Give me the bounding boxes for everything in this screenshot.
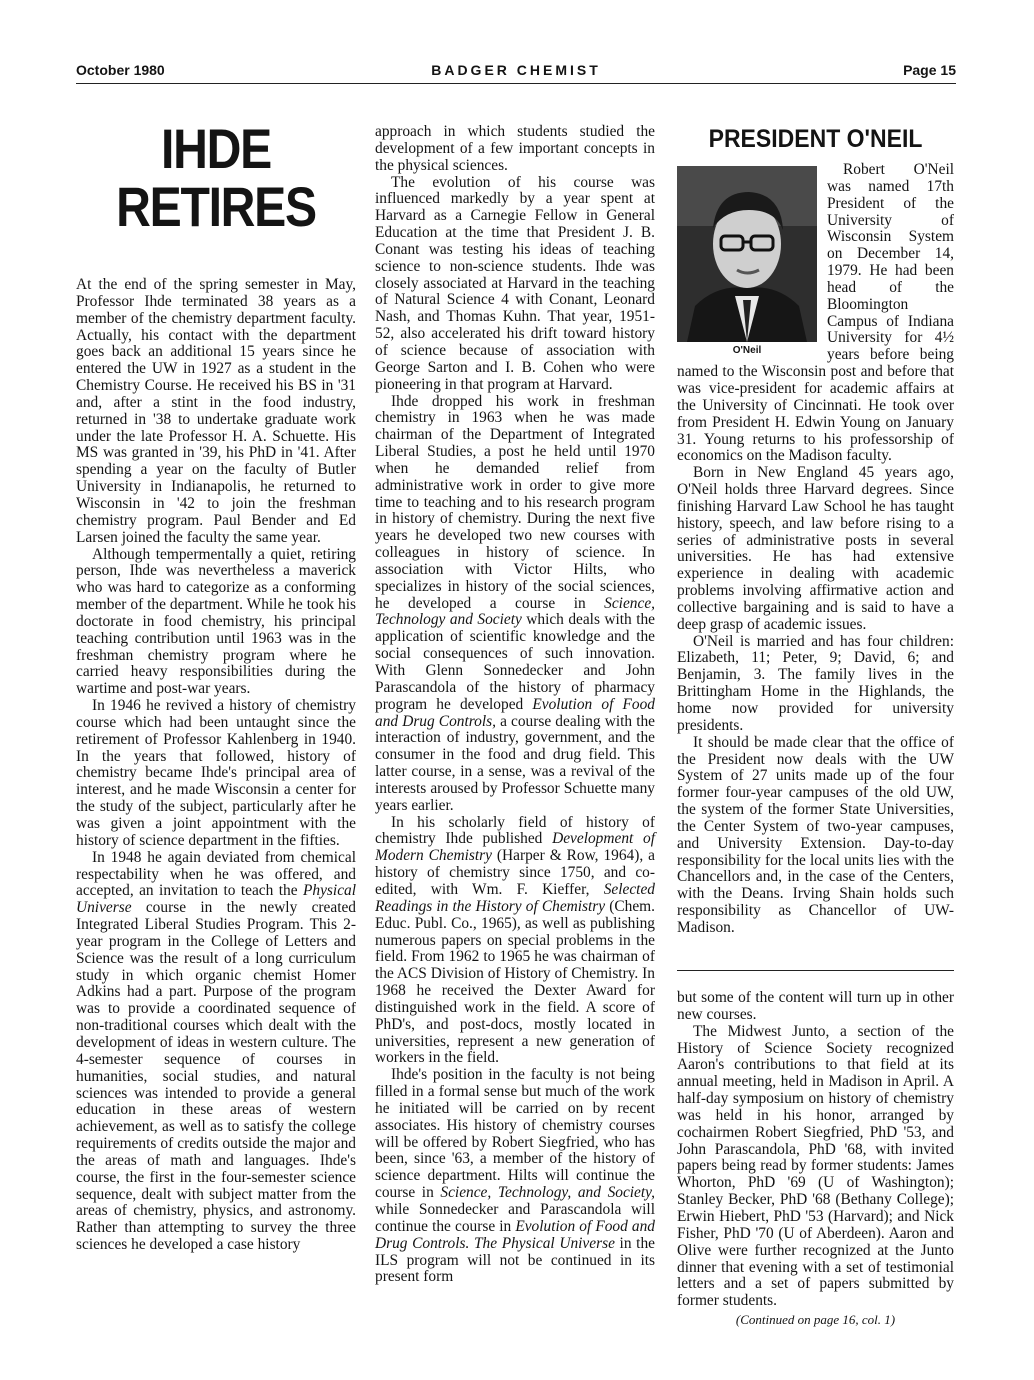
text-run: in the ILS program will not be continued in its present form: [375, 1234, 655, 1286]
course-title: Evolution of Food and Drug Controls,: [375, 695, 655, 730]
paragraph: O'Neil is married and has four children: Elizabeth, 11; Peter, 9; David, 6; and Benjamin, 3. The family lives in the Brittingham Home in the Highlands, the home now provided for university presidents.: [677, 632, 954, 734]
publication-name: BADGER CHEMIST: [431, 62, 601, 78]
ihde-column-continued: [677, 990, 954, 1329]
continued-note: (Continued on page 16, col. 1): [735, 1312, 896, 1328]
ihde-column-2: [375, 124, 655, 1286]
text-run: which deals with the application of scientific knowledge and the social consequences of such innovation. With Glenn Sonnedecker and John Parascandola of the history of pharmacy program he developed: [375, 611, 655, 713]
oneil-article-title: PRESIDENT O'NEIL: [708, 125, 923, 153]
text-run: Ihde's position in the faculty is not being filled in a formal sense but much of the work he initiated will be carried on by recent associates. His history of chemistry courses will be offered by Robert Siegfried, who has been, since '63, a member of the history of science department. Hilts will continue the course in: [375, 1066, 655, 1202]
text-run: In his scholarly field of history of chemistry Ihde published: [375, 813, 655, 848]
header-rule: [76, 83, 956, 84]
oneil-column: [677, 162, 954, 937]
text-run: (Harper & Row, 1964), a history of chemistry since 1750, and co-edited, with Wm. F. Kieffer,: [375, 847, 656, 898]
paragraph: but some of the content will turn up in other new courses.: [677, 989, 954, 1023]
title-line-1: IHDE: [161, 117, 271, 180]
text-run: Ihde dropped his work in freshman chemistry in 1963 when he was made chairman of the Department of Integrated Liberal Studies, a post he held until 1970 when he demanded relief from administrative work in order to give more time to teaching and to his research program in history of chemistry. During the next five years he developed two new courses with colleagues in history of science. In association with Victor Hilts, who specializes in history of the social sciences, he developed a course in: [375, 392, 655, 612]
course-title: Physical Universe: [76, 882, 356, 917]
text-run: a course dealing with the interaction of industry, government, and the consumer in the food and drug field. This latter course, in a sense, was a revival of the interests aroused by Professor Schuette many years earlier.: [375, 712, 655, 814]
paragraph: In 1946 he revived a history of chemistry course which had been untaught since the retirement of Professor Kahlenberg in 1940. In the years that followed, history of chemistry became Ihde's principal area of interest, and he made Wisconsin a center for the study of the subject, particularly after he was given a joint appointment with the history of science department in the fifties.: [76, 697, 356, 849]
text-run: course in the newly created Integrated Liberal Studies Program. This 2-year program in the College of Letters and Science was the result of a long curriculum study in which organic chemist Homer Adkins had a part. Purpose of the program was to provide a coordinated sequence of non-traditional courses which dealt with the development of ideas in western culture. The 4-semester sequence of courses in humanities, social studies, and natural sciences was intended to provide a general education in these areas of western achievement, as well as to satisfy the college requirements of credits outside the major and the areas of math and languages. Ihde's course, the first in the four-semester science sequence, dealt with subject matter from the areas of chemistry, physics, and astronomy. Rather than attempting to survey the three sciences he developed a case history: [76, 899, 356, 1254]
page-number: Page 15: [903, 62, 956, 78]
paragraph: Robert O'Neil was named 17th President of the University of Wisconsin System on December 14, 1979. He had been head of the Bloomington Campus of Indiana University for 4½ years before being named to the Wisconsin post and before that was vice-president for academic affairs at the University of Cincinnati. He took over from President H. Edwin Young on January 31. Young returns to his professorship of economics on the Madison faculty.: [677, 161, 954, 465]
paragraph: [76, 850, 356, 1254]
text-run: In 1948 he again deviated from chemical respectability when he was offered, and accepted, an invitation to teach the: [76, 848, 356, 900]
book-title: Selected Readings in the History of Chemistry: [375, 880, 655, 915]
course-title: Science, Technology and Society: [375, 594, 655, 629]
paragraph: [375, 394, 655, 815]
paragraph: It should be made clear that the office of the President now deals with the UW System of 27 units made up of the four former four-year campuses of the old UW, the system of the former State Universities, the Center System of two-year campuses, and University Extension. Day-to-day responsibility for the local units lies with the Chancellors and, in the case of the Centers, with the Deans. Irving Shain holds such responsibility as Chancellor of UW-Madison.: [677, 733, 954, 936]
paragraph: The Midwest Junto, a section of the History of Science Society recognized Aaron's contributions to that field at its annual meeting, held in Madison in April. A half-day symposium on history of chemistry was held in his honor, arranged by cochairmen Robert Siegfried, PhD '53, and John Parascandola, PhD '68, with invited papers being read by former students: James Whorton, PhD '69 (U of Washington); Stanley Becker, PhD '68 (Bethany College); Erwin Hiebert, PhD '53 (Harvard); and Nick Fisher, PhD '70 (U of Aberdeen). Aaron and Olive were further recognized at the Junto dinner that evening with a set of testimonial letters and a set of papers submitted by former students.: [677, 1022, 954, 1310]
portrait-illustration: [677, 166, 817, 342]
ihde-article-title: [96, 117, 337, 238]
paragraph: At the end of the spring semester in May, Professor Ihde terminated 38 years as a member of the chemistry department faculty. Actually, his contact with the department goes back an additional 15 years since he entered the UW in 1927 as a student in the Chemistry Course. He received his BS in '31 and, after a stint in the food industry, returned in '38 to undertake graduate work under the late Professor H. A. Schuette. His MS was granted in '39, his PhD in '41. After spending a year on the faculty of Butler University in Indianapolis, he returned to Wisconsin in '42 to join the freshman chemistry program. Paul Bender and Ed Larsen joined the faculty the same year.: [76, 276, 356, 546]
book-title: Development of Modern Chemistry: [375, 830, 655, 865]
title-line-2: RETIRES: [116, 175, 316, 238]
photo-caption: O'Neil: [732, 345, 762, 356]
course-title: Science, Technology, and Society,: [440, 1184, 655, 1202]
paragraph: The evolution of his course was influenced markedly by a year spent at Harvard as a Carnegie Fellow in General Education at the time that President J. B. Conant was testing his ideas of teaching science to non-science students. Ihde was closely associated at Harvard in the teaching of Natural Science 4 with Conant, Leonard Nash, and Thomas Kuhn. That year, 1951-52, also accelerated his drift toward history of science because of association with George Sarton and I. B. Cohen who were pioneering in that program at Harvard.: [375, 173, 655, 393]
article-divider: [677, 970, 954, 971]
portrait-photo: [677, 166, 817, 342]
oneil-portrait: [677, 166, 817, 362]
text-run: (Chem. Educ. Publ. Co., 1965), as well as publishing numerous papers on special problems in the field. From 1962 to 1965 he was chairman of the ACS Division of History of Chemistry. In 1968 he received the Dexter Award for distinguished work in the field. A score of PhD's, and post-docs, mostly located in universities, represent a new generation of workers in the field.: [375, 897, 655, 1067]
paragraph: Born in New England 45 years ago, O'Neil holds three Harvard degrees. Since finishing Harvard Law School he has taught history, speech, and law before rising to a series of administrative posts in several universities. He has had extensive experience in dealing with academic problems involving affirmative action and collective bargaining and is said to have a deep grasp of academic issues.: [677, 464, 954, 633]
text-run: while Sonnedecker and Parascandola will continue the course in: [375, 1201, 655, 1235]
issue-date: October 1980: [76, 62, 165, 78]
page-header: [76, 62, 956, 82]
paragraph: [375, 815, 655, 1068]
ihde-column-1: [76, 277, 356, 1254]
paragraph: [375, 1067, 655, 1286]
paragraph: Although tempermentally a quiet, retiring person, Ihde was nevertheless a maverick who was hard to categorize as a conforming member of the department. While he took his doctorate in food chemistry, his principal teaching contribution until 1963 was in the freshman chemistry program where he carried heavy responsibilities during the wartime and post-war years.: [76, 545, 356, 698]
course-title: Evolution of Food and Drug Controls. The Physical Universe: [375, 1217, 656, 1252]
paragraph: approach in which students studied the development of a few important concepts in the physical sciences.: [375, 123, 655, 174]
